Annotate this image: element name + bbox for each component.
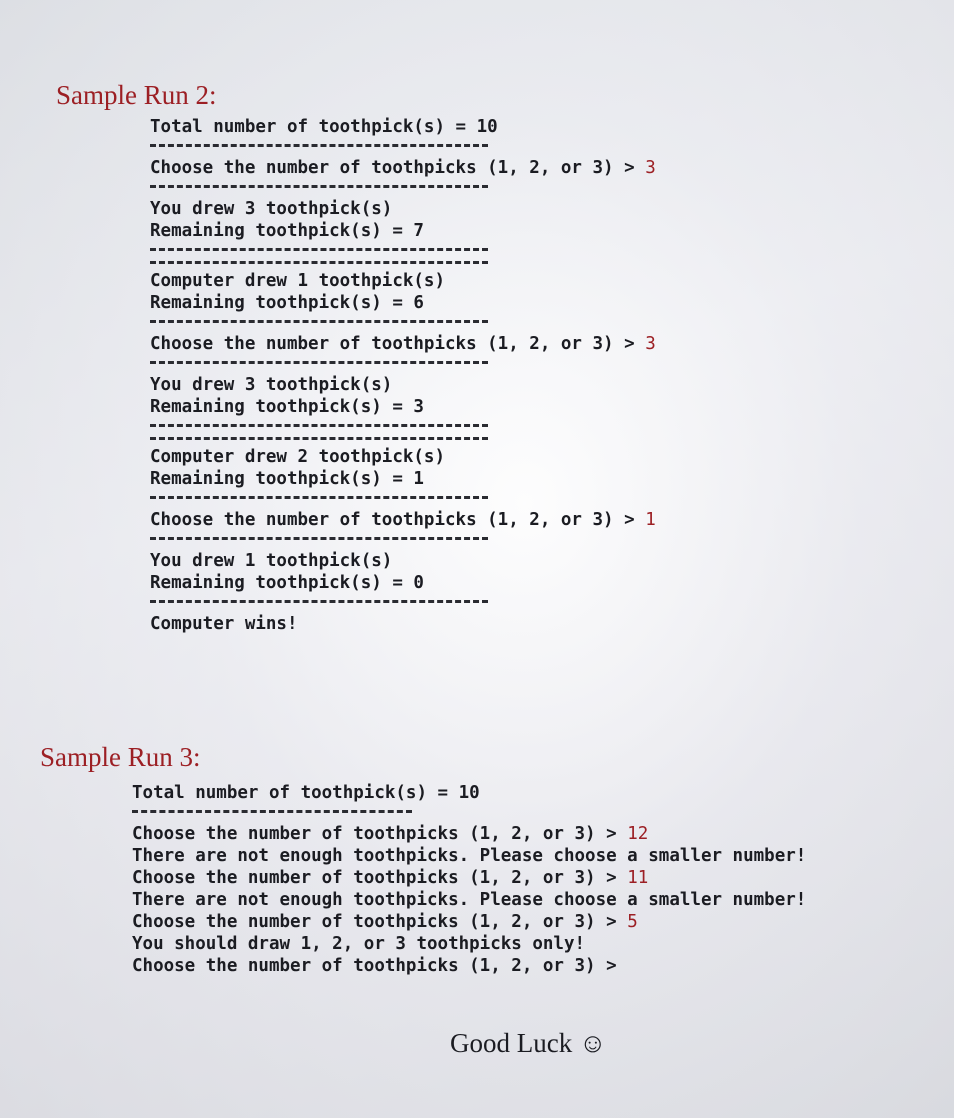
error-message: You should draw 1, 2, or 3 toothpicks only!: [132, 934, 586, 954]
user-input: 11: [627, 868, 649, 888]
total-line: Total number of toothpick(s) = 10: [150, 117, 498, 137]
user-input: 5: [627, 912, 638, 932]
separator: [150, 144, 488, 147]
error-message: There are not enough toothpicks. Please choose a smaller number!: [132, 890, 807, 910]
prompt-text: Choose the number of toothpicks (1, 2, or 3) >: [150, 158, 646, 178]
separator: [150, 361, 488, 364]
separator: [150, 437, 488, 440]
prompt-text: Choose the number of toothpicks (1, 2, or 3) >: [132, 868, 628, 888]
prompt-line: [132, 867, 806, 889]
good-luck-text: Good Luck ☺: [450, 1028, 607, 1058]
you-drew-line: You drew 1 toothpick(s): [150, 551, 393, 571]
user-input: 1: [645, 510, 656, 530]
you-drew-line: You drew 3 toothpick(s): [150, 375, 393, 395]
remaining-line: Remaining toothpick(s) = 3: [150, 397, 424, 417]
prompt-line: [150, 157, 656, 179]
prompt-line: Choose the number of toothpicks (1, 2, or 3) >: [132, 956, 617, 976]
total-line: Total number of toothpick(s) = 10: [132, 783, 480, 803]
computer-drew-line: Computer drew 2 toothpick(s): [150, 447, 446, 467]
prompt-line: [150, 509, 656, 531]
separator: [150, 248, 488, 251]
user-input: 3: [645, 334, 656, 354]
separator: [150, 496, 488, 499]
remaining-line: Remaining toothpick(s) = 0: [150, 573, 424, 593]
remaining-line: Remaining toothpick(s) = 6: [150, 293, 424, 313]
user-input: 3: [645, 158, 656, 178]
sample-run-3-console: [132, 782, 806, 977]
user-input: 12: [627, 824, 649, 844]
prompt-text: Choose the number of toothpicks (1, 2, or 3) >: [132, 824, 628, 844]
sample-run-3-heading: Sample Run 3:: [40, 742, 201, 772]
remaining-line: Remaining toothpick(s) = 7: [150, 221, 424, 241]
error-message: There are not enough toothpicks. Please choose a smaller number!: [132, 846, 807, 866]
prompt-text: Choose the number of toothpicks (1, 2, or 3) >: [150, 334, 646, 354]
result-line: Computer wins!: [150, 614, 298, 634]
remaining-line: Remaining toothpick(s) = 1: [150, 469, 424, 489]
sample-run-2-heading: Sample Run 2:: [56, 80, 217, 110]
sample-run-2-console: [150, 116, 656, 635]
computer-drew-line: Computer drew 1 toothpick(s): [150, 271, 446, 291]
prompt-line: [132, 823, 806, 845]
separator: [132, 810, 412, 813]
you-drew-line: You drew 3 toothpick(s): [150, 199, 393, 219]
separator: [150, 537, 488, 540]
prompt-line: [132, 911, 806, 933]
prompt-line: [150, 333, 656, 355]
prompt-text: Choose the number of toothpicks (1, 2, or 3) >: [150, 510, 646, 530]
prompt-text: Choose the number of toothpicks (1, 2, or 3) >: [132, 912, 628, 932]
separator: [150, 320, 488, 323]
separator: [150, 185, 488, 188]
separator: [150, 600, 488, 603]
separator: [150, 261, 488, 264]
separator: [150, 424, 488, 427]
